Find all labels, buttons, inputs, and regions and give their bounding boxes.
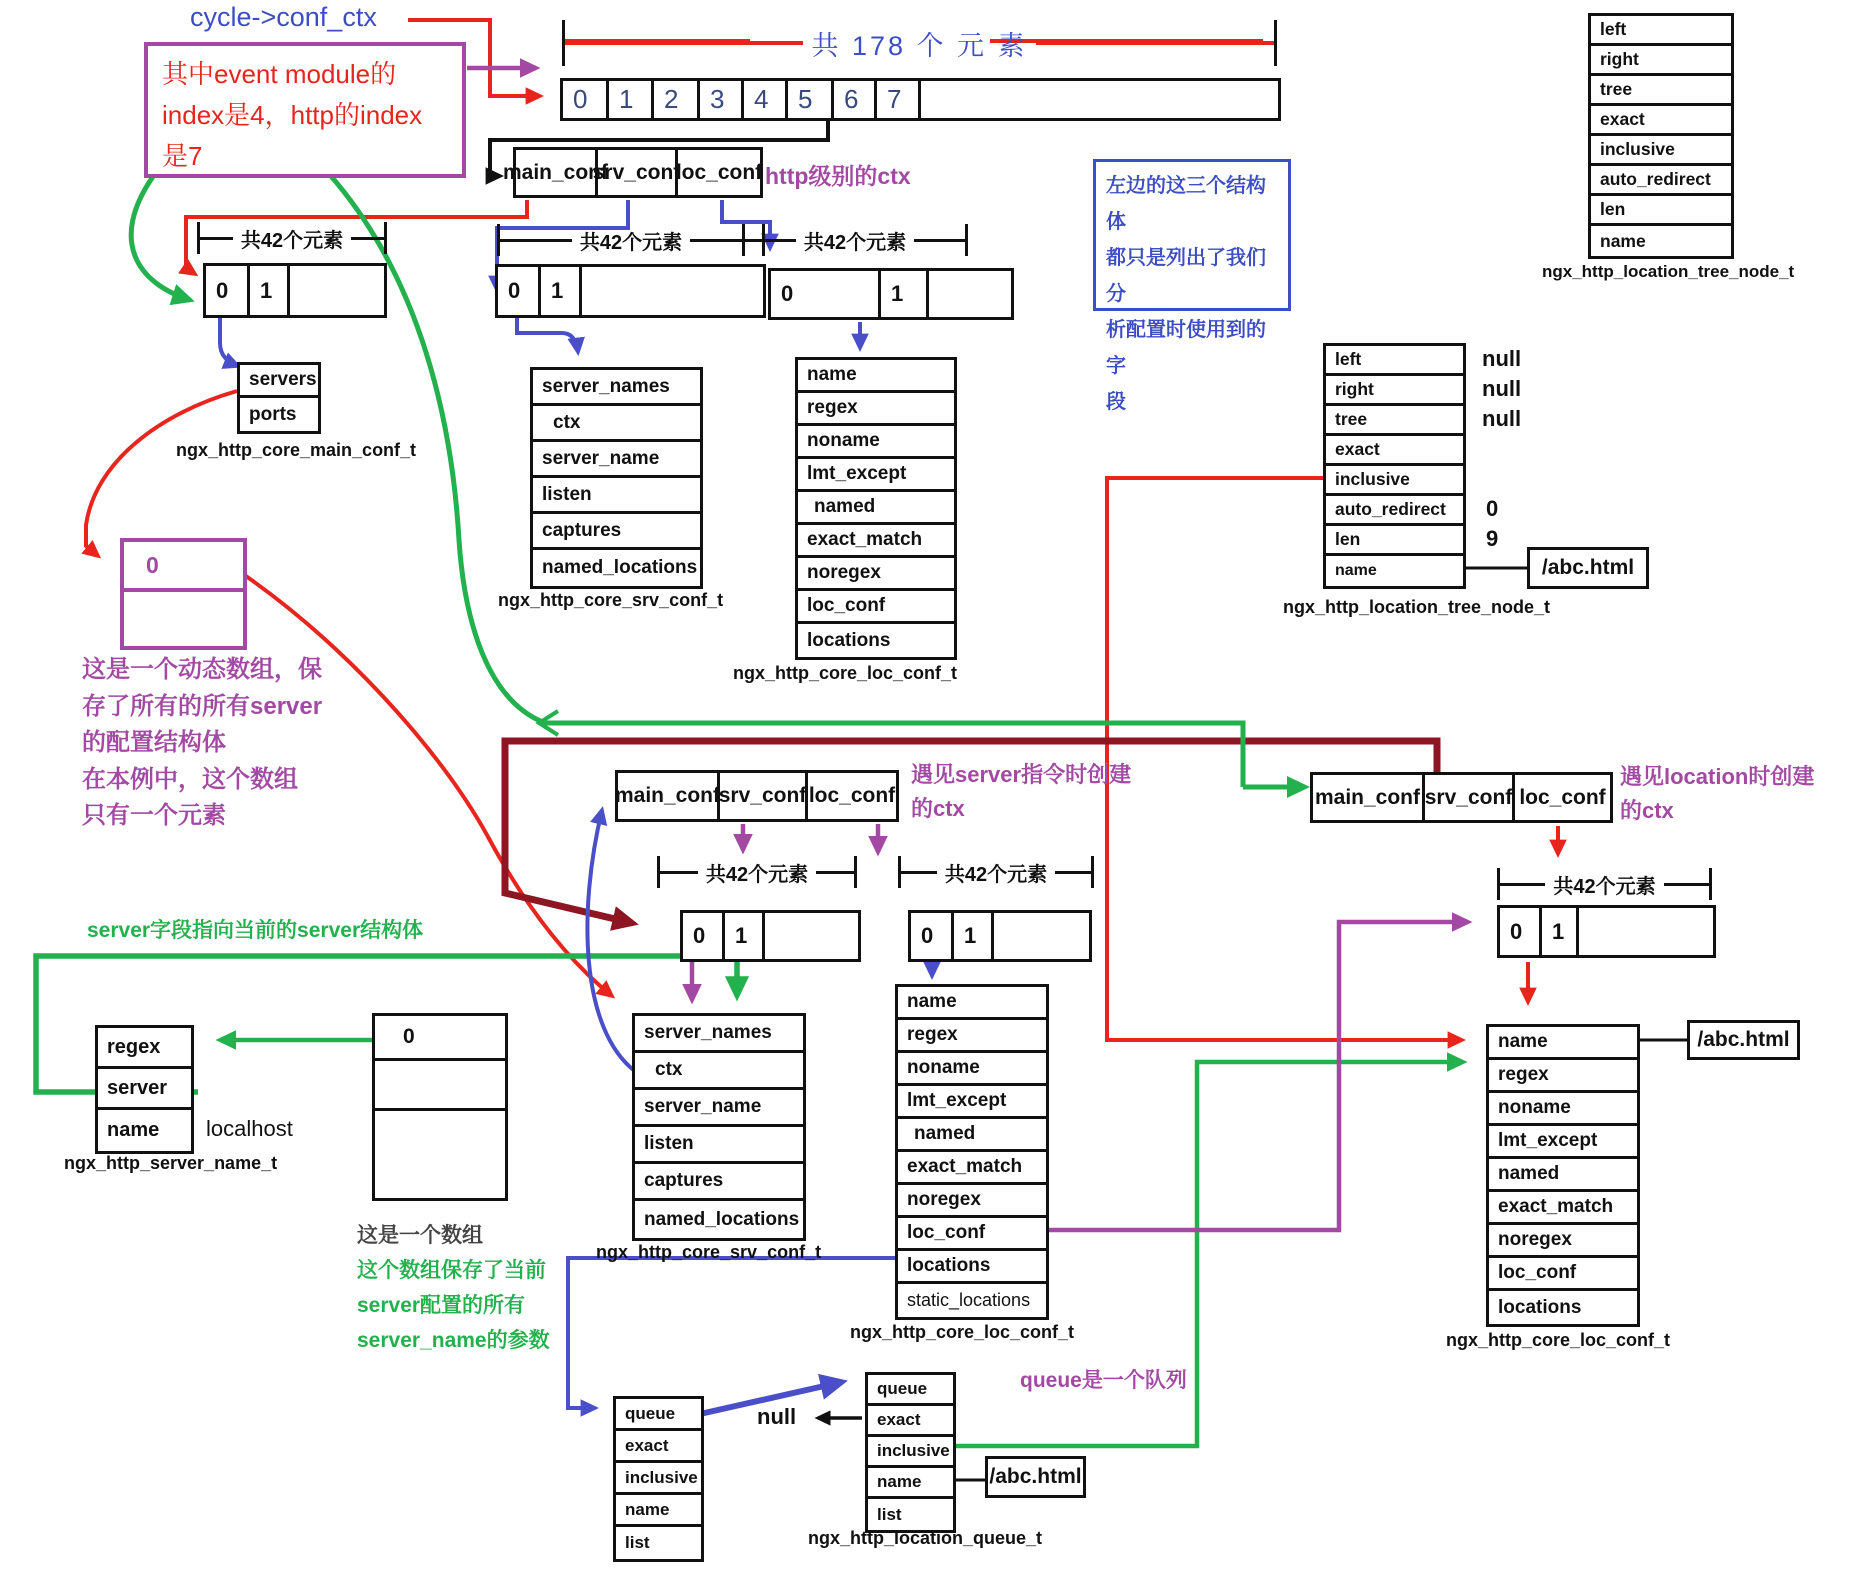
array-cell xyxy=(994,913,1089,959)
label-http-ctx: http级别的ctx xyxy=(765,163,911,189)
ctx-cell-srv-conf: srv_conf xyxy=(598,150,678,195)
struct-location-tree-node-top xyxy=(1588,13,1734,259)
caption-core-main-conf: ngx_http_core_main_conf_t xyxy=(176,440,417,460)
bracket-dash xyxy=(1664,883,1709,886)
array-42-a xyxy=(203,263,387,318)
ctx-cell-main-conf: main_conf xyxy=(618,773,720,819)
array-cell: 1 xyxy=(1542,908,1579,955)
caption-tree-node-instance: ngx_http_location_tree_node_t xyxy=(1283,597,1551,617)
field-ctx: ctx xyxy=(635,1053,803,1090)
caption-core-srv-conf-1: ngx_http_core_srv_conf_t xyxy=(498,590,724,610)
field-name: name xyxy=(1335,562,1377,579)
value-len-9: 9 xyxy=(1486,526,1499,551)
array-cell: 3 xyxy=(700,81,744,118)
field-named: named xyxy=(1489,1159,1637,1192)
count-42-label: 共42个元素 xyxy=(803,231,907,254)
note-line: 这是一个动态数组，保 xyxy=(82,656,322,683)
field-locations: locations xyxy=(1498,1296,1582,1318)
field-regex: regex xyxy=(98,1028,191,1069)
field-exact: exact xyxy=(1326,436,1463,466)
caption-core-loc-conf-2: ngx_http_core_loc_conf_t xyxy=(850,1322,1075,1342)
bracket-dash xyxy=(351,237,384,240)
note-line: 这是一个数组 xyxy=(357,1224,483,1247)
value-auto-redirect-0: 0 xyxy=(1486,496,1499,521)
array-cell: 0 xyxy=(771,271,881,317)
field-name: name xyxy=(616,1495,701,1527)
array-cell: 0 xyxy=(498,267,541,315)
field-inclusive: inclusive xyxy=(616,1463,701,1495)
field-name: name xyxy=(798,360,954,393)
label-line: 的ctx xyxy=(911,796,965,821)
array-cell: 0 xyxy=(911,913,954,959)
label-line: 遇见server指令时创建 xyxy=(911,762,1132,787)
arrow-array42a-to-servers xyxy=(220,318,238,366)
note-dynamic-array xyxy=(82,652,322,835)
struct-location-tree-node-instance xyxy=(1323,343,1466,589)
field-exact-match: exact_match xyxy=(798,525,954,558)
bracket-tick xyxy=(1274,20,1277,66)
array-cell xyxy=(921,81,1278,118)
field-named-locations: named_locations xyxy=(644,1208,800,1230)
bracket-dash xyxy=(914,239,965,242)
array-cell: 1 xyxy=(609,81,654,118)
field-lmt-except: lmt_except xyxy=(898,1086,1046,1119)
bracket-42-a xyxy=(197,222,387,254)
bracket-tick xyxy=(854,856,857,888)
value-box-abc-html-3: /abc.html xyxy=(985,1456,1086,1498)
array-42-c2 xyxy=(908,910,1092,962)
field-locations: locations xyxy=(807,629,891,651)
field-lmt-except: lmt_except xyxy=(1489,1126,1637,1159)
arrow-ctx-to-serverctx-row xyxy=(587,810,636,1072)
struct-core-loc-conf-1 xyxy=(795,357,957,660)
field-captures: captures xyxy=(635,1164,803,1201)
array-cell: 0 xyxy=(206,266,250,315)
ctx-cell-loc-conf: loc_conf xyxy=(675,160,763,184)
array-42-c xyxy=(768,268,1014,320)
array-cell: 0 xyxy=(563,81,609,118)
title-cycle-conf-ctx: cycle->conf_ctx xyxy=(190,2,377,32)
struct-location-queue-1 xyxy=(613,1396,704,1562)
array-cell xyxy=(929,271,1011,317)
array-cell xyxy=(1579,908,1713,955)
array-cell: 4 xyxy=(744,81,788,118)
field-name: name xyxy=(107,1119,160,1141)
field-list: list xyxy=(877,1504,902,1524)
bracket-dash xyxy=(1055,871,1091,874)
array-cell-0: 0 xyxy=(124,542,243,592)
http-ctx-row xyxy=(502,147,763,198)
field-inclusive: inclusive xyxy=(868,1437,953,1468)
note-line: 只有一个元素 xyxy=(82,802,226,829)
struct-core-main-conf xyxy=(237,362,321,434)
field-named: named xyxy=(798,492,954,525)
note-line: 这个数组保存了当前 xyxy=(357,1259,546,1282)
struct-core-srv-conf-2 xyxy=(632,1013,806,1241)
field-right: right xyxy=(1591,46,1731,76)
field-ports: ports xyxy=(249,403,297,425)
count-42-label: 共42个元素 xyxy=(944,863,1048,886)
ctx-cell-main-conf: main_conf xyxy=(1313,775,1425,820)
field-name: name xyxy=(1600,230,1646,251)
array-cell: 1 xyxy=(250,266,290,315)
field-lmt-except: lmt_except xyxy=(798,459,954,492)
count-42-label: 共42个元素 xyxy=(240,229,344,252)
ctx-cell-srv-conf: srv_conf xyxy=(1425,775,1515,820)
bracket-42-b xyxy=(497,224,765,256)
field-named-locations: named_locations xyxy=(542,557,698,578)
label-location-ctx xyxy=(1620,760,1814,828)
note-line: 都只是列出了我们分 xyxy=(1106,247,1266,305)
field-noname: noname xyxy=(798,426,954,459)
field-left: left xyxy=(1326,346,1463,376)
array-cell xyxy=(290,266,384,315)
array-cell: 5 xyxy=(788,81,834,118)
count-42-label: 共42个元素 xyxy=(579,231,683,254)
caption-location-queue: ngx_http_location_queue_t xyxy=(808,1528,1043,1548)
field-regex: regex xyxy=(1489,1060,1637,1093)
array-42-d xyxy=(1497,905,1716,958)
value-localhost: localhost xyxy=(206,1116,293,1141)
field-inclusive: inclusive xyxy=(1326,466,1463,496)
label-line: 的ctx xyxy=(1620,798,1674,823)
bracket-dash xyxy=(660,871,698,874)
field-tree: tree xyxy=(1591,76,1731,106)
note-line: server配置的所有 xyxy=(357,1294,526,1317)
field-server-names: server_names xyxy=(635,1016,803,1053)
bracket-tick xyxy=(1709,868,1712,900)
array-cell xyxy=(582,267,763,315)
field-noregex: noregex xyxy=(798,558,954,591)
caption-core-loc-conf-1: ngx_http_core_loc_conf_t xyxy=(733,663,958,683)
field-queue: queue xyxy=(868,1375,953,1406)
caption-core-srv-conf-2: ngx_http_core_srv_conf_t xyxy=(596,1242,822,1262)
bracket-tick xyxy=(1091,856,1094,888)
field-right: right xyxy=(1326,376,1463,406)
array-cell xyxy=(765,913,858,959)
note-line: 段 xyxy=(1106,391,1126,413)
field-server: server xyxy=(98,1069,191,1110)
bracket-dash xyxy=(200,237,233,240)
struct-location-queue-2 xyxy=(865,1372,956,1533)
value-left-null: null xyxy=(1482,346,1522,371)
server-ctx-row xyxy=(615,770,899,822)
ctx-cell-srv-conf: srv_conf xyxy=(720,773,808,819)
field-locations: locations xyxy=(898,1251,1046,1284)
note-line: 是7 xyxy=(162,141,203,171)
field-loc-conf: loc_conf xyxy=(1489,1258,1637,1291)
value-tree-null: null xyxy=(1482,406,1522,431)
caption-core-loc-conf-3: ngx_http_core_loc_conf_t xyxy=(1446,1330,1671,1350)
array-cell-0: 0 xyxy=(375,1016,505,1061)
field-named: named xyxy=(898,1119,1046,1152)
note-line: 其中event module的 xyxy=(162,59,397,89)
field-list: list xyxy=(625,1533,650,1552)
bracket-42-d xyxy=(1497,868,1712,900)
field-loc-conf: loc_conf xyxy=(898,1218,1046,1251)
bracket-dash xyxy=(1500,883,1545,886)
array-cell-empty xyxy=(124,592,243,646)
arrow-locconf-field-to-array42-d xyxy=(1048,922,1468,1230)
field-inclusive: inclusive xyxy=(1591,136,1731,166)
ctx-cell-loc-conf: loc_conf xyxy=(808,784,896,807)
field-tree: tree xyxy=(1326,406,1463,436)
note-line: 存了所有的所有server xyxy=(82,692,323,720)
field-regex: regex xyxy=(898,1020,1046,1053)
bracket-dash xyxy=(500,239,572,242)
bracket-42-c xyxy=(742,224,968,256)
note-line: server_name的参数 xyxy=(357,1329,550,1352)
field-listen: listen xyxy=(635,1127,803,1164)
field-left: left xyxy=(1591,16,1731,46)
bracket-42-c2 xyxy=(898,856,1094,888)
field-servers: servers xyxy=(240,365,318,398)
arrow-locations-to-queue1 xyxy=(568,1258,895,1408)
field-name: name xyxy=(868,1468,953,1499)
label-line: 遇见location时创建 xyxy=(1620,764,1815,789)
ctx-cell-loc-conf: loc_conf xyxy=(1519,785,1606,809)
struct-core-srv-conf-1 xyxy=(530,367,703,589)
value-queue-null: null xyxy=(757,1404,797,1429)
note-line: 的配置结构体 xyxy=(82,729,226,756)
count-42-label: 共42个元素 xyxy=(1553,875,1656,898)
conf-ctx-array xyxy=(560,78,1281,121)
field-noname: noname xyxy=(898,1053,1046,1086)
note-line: 析配置时使用到的字 xyxy=(1106,319,1266,377)
caption-server-name: ngx_http_server_name_t xyxy=(64,1153,278,1173)
field-exact: exact xyxy=(868,1406,953,1437)
array-cell: 7 xyxy=(877,81,921,118)
count-178-label: 共 178 个 元 素 xyxy=(811,30,1028,61)
field-noregex: noregex xyxy=(898,1185,1046,1218)
caption-tree-node-top: ngx_http_location_tree_node_t xyxy=(1542,262,1795,281)
location-ctx-row xyxy=(1310,772,1613,823)
field-server-names: server_names xyxy=(533,370,700,406)
bracket-dash xyxy=(745,239,796,242)
dynamic-server-array xyxy=(120,538,247,650)
field-listen: listen xyxy=(533,478,700,514)
array-cell-empty xyxy=(375,1061,505,1111)
array-42-b xyxy=(495,264,766,318)
bracket-dash xyxy=(565,41,803,45)
field-captures: captures xyxy=(533,514,700,550)
label-queue-note: queue是一个队列 xyxy=(1020,1369,1187,1392)
chevron-green-mid xyxy=(539,711,558,735)
value-right-null: null xyxy=(1482,376,1522,401)
array-cell: 1 xyxy=(881,271,929,317)
field-regex: regex xyxy=(798,393,954,426)
note-event-module-index xyxy=(144,42,466,178)
arrow-array42b-to-srvconf1 xyxy=(517,318,578,352)
field-server-name: server_name xyxy=(635,1090,803,1127)
field-exact-match: exact_match xyxy=(898,1152,1046,1185)
value-box-abc-html-2: /abc.html xyxy=(1687,1020,1800,1060)
array-cell: 0 xyxy=(683,913,725,959)
field-exact: exact xyxy=(616,1431,701,1463)
bracket-178-elements xyxy=(562,20,1277,66)
field-exact-match: exact_match xyxy=(1489,1192,1637,1225)
array-cell: 1 xyxy=(954,913,994,959)
bracket-dash xyxy=(901,871,937,874)
struct-core-loc-conf-3 xyxy=(1486,1024,1640,1327)
ctx-cell-main-conf: main_conf xyxy=(516,150,598,195)
field-noname: noname xyxy=(1489,1093,1637,1126)
bracket-dash xyxy=(1036,41,1274,45)
array-cell-empty xyxy=(375,1111,505,1198)
field-server-name: server_name xyxy=(533,442,700,478)
array-cell: 1 xyxy=(725,913,765,959)
bracket-tick xyxy=(384,222,387,254)
note-line: 在本例中，这个数组 xyxy=(82,765,298,793)
note-name-array xyxy=(357,1218,550,1358)
value-box-abc-html-1: /abc.html xyxy=(1527,547,1649,589)
note-line: index是4，http的index xyxy=(162,100,423,130)
field-name: name xyxy=(898,987,1046,1020)
server-names-array xyxy=(372,1013,508,1201)
field-exact: exact xyxy=(1591,106,1731,136)
array-42-b2 xyxy=(680,910,861,962)
field-auto-redirect: auto_redirect xyxy=(1326,496,1463,526)
struct-server-name xyxy=(95,1025,194,1154)
array-cell: 6 xyxy=(834,81,877,118)
field-ctx: ctx xyxy=(533,406,700,442)
array-cell: 0 xyxy=(1500,908,1542,955)
field-len: len xyxy=(1326,526,1463,556)
struct-core-loc-conf-2 xyxy=(895,984,1049,1320)
field-len: len xyxy=(1591,196,1731,226)
field-name: name xyxy=(1489,1027,1637,1060)
count-42-label: 共42个元素 xyxy=(705,863,809,886)
array-cell: 1 xyxy=(541,267,582,315)
note-line: 左边的这三个结构体 xyxy=(1106,175,1266,233)
arrow-servers-to-dynarray xyxy=(86,391,237,556)
field-auto-redirect: auto_redirect xyxy=(1591,166,1731,196)
array-cell: 2 xyxy=(654,81,700,118)
bracket-dash xyxy=(816,871,854,874)
note-left-structs xyxy=(1093,159,1291,413)
bracket-42-b2 xyxy=(657,856,857,888)
field-loc-conf: loc_conf xyxy=(798,591,954,624)
bracket-tick xyxy=(965,224,968,256)
label-server-ctx xyxy=(911,758,1131,826)
note-server-field: server字段指向当前的server结构体 xyxy=(87,919,424,942)
field-queue: queue xyxy=(616,1399,701,1431)
field-noregex: noregex xyxy=(1489,1225,1637,1258)
field-static-locations: static_locations xyxy=(907,1290,1031,1310)
